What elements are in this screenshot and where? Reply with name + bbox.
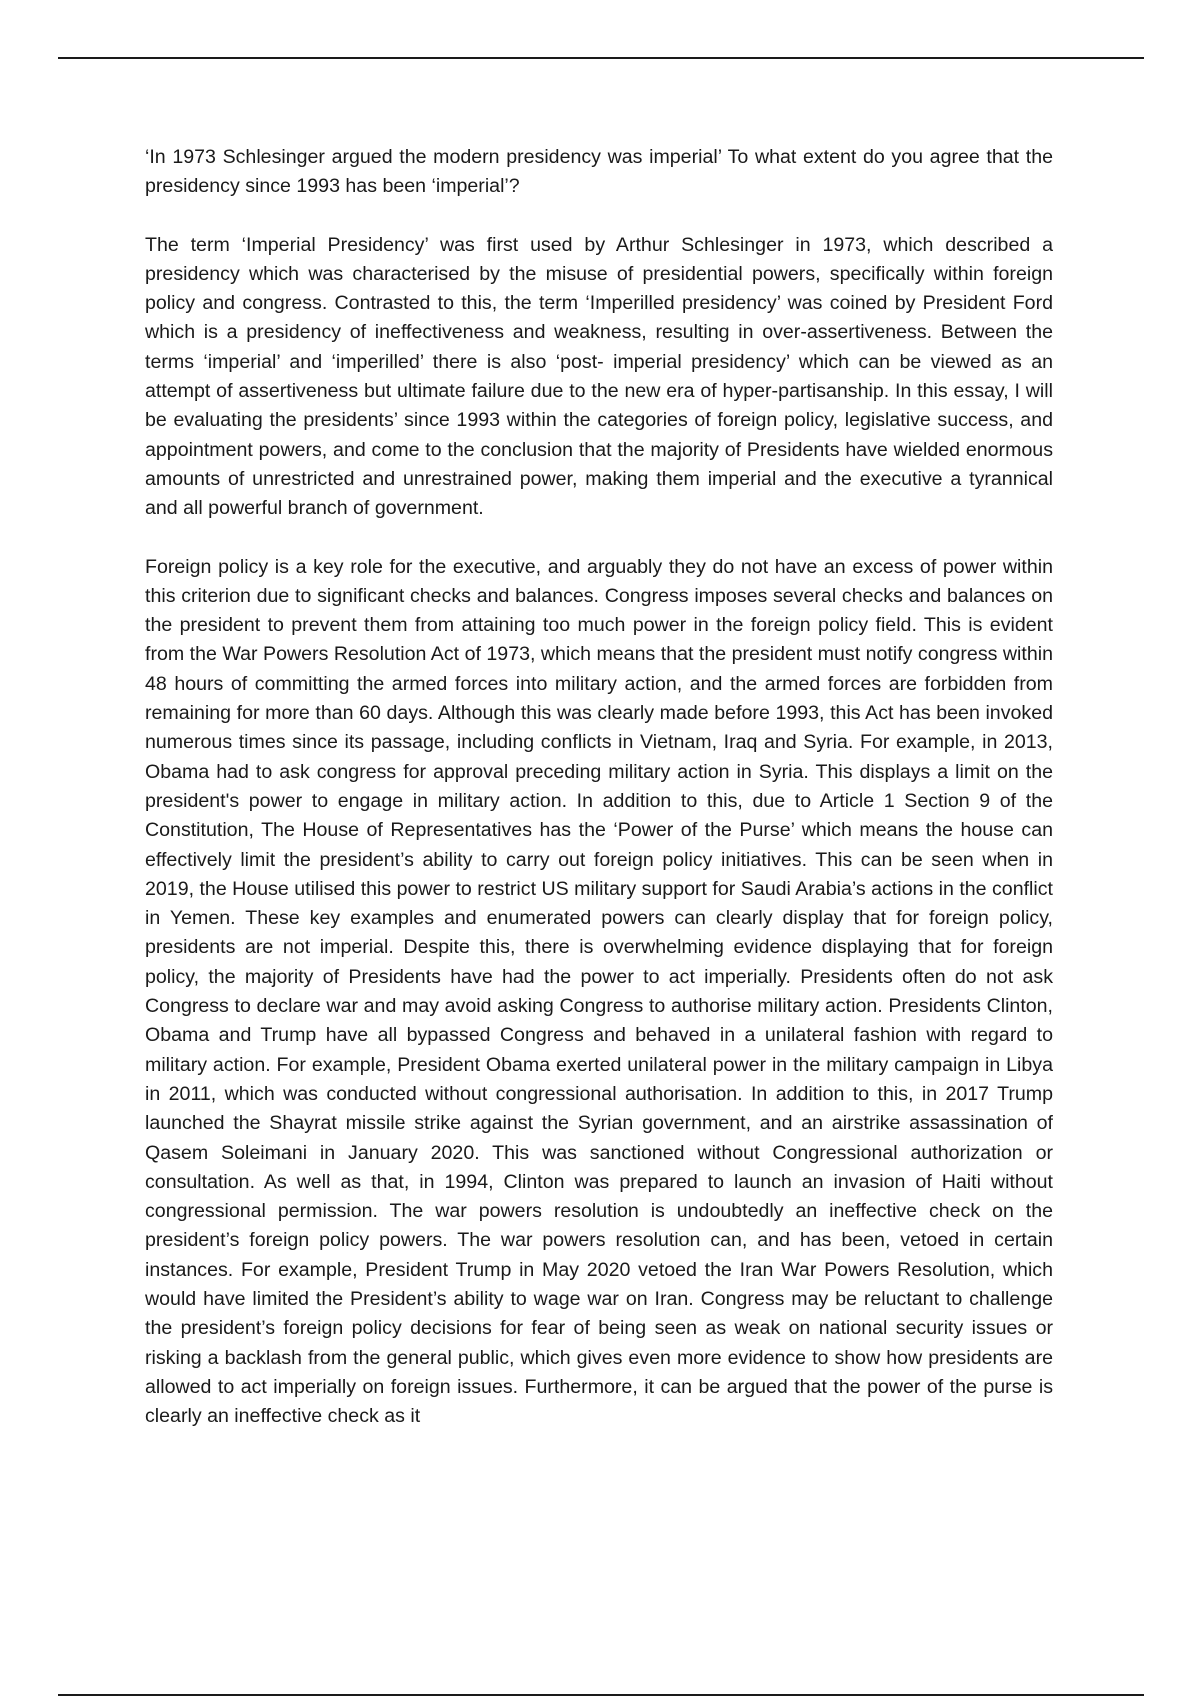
header-rule [58, 57, 1144, 59]
essay-body [145, 143, 1053, 1431]
paragraph-introduction: The term ‘Imperial Presidency’ was first used by Arthur Schlesinger in 1973, which described a presidency which was characterised by the misuse of presidential powers, specifically within foreign policy and congress. Contrasted to this, the term ‘Imperilled presidency’ was coined by President Ford which is a presidency of ineffectiveness and weakness, resulting in over-assertiveness. Between the terms ‘imperial’ and ‘imperilled’ there is also ‘post- imperial presidency’ which can be viewed as an attempt of assertiveness but ultimate failure due to the new era of hyper-partisanship. In this essay, I will be evaluating the presidents’ since 1993 within the categories of foreign policy, legislative success, and appointment powers, and come to the conclusion that the majority of Presidents have wielded enormous amounts of unrestricted and unrestrained power, making them imperial and the executive a tyrannical and all powerful branch of government. [145, 233, 1053, 520]
footer-rule [58, 1694, 1144, 1696]
paragraph-foreign-policy: Foreign policy is a key role for the executive, and arguably they do not have an excess of power within this criterion due to significant checks and balances. Congress imposes several checks and balances on the president to prevent them from attaining too much power in the foreign policy field. This is evident from the War Powers Resolution Act of 1973, which means that the president must notify congress within 48 hours of committing the armed forces into military action, and the armed forces are forbidden from remaining for more than 60 days. Although this was clearly made before 1993, this Act has been invoked numerous times since its passage, including conflicts in Vietnam, Iraq and Syria. For example, in 2013, Obama had to ask congress for approval preceding military action in Syria. This displays a limit on the president's power to engage in military action. In addition to this, due to Article 1 Section 9 of the Constitution, The House of Representatives has the ‘Power of the Purse’ which means the house can effectively limit the president’s ability to carry out foreign policy initiatives. This can be seen when in 2019, the House utilised this power to restrict US military support for Saudi Arabia’s actions in the conflict in Yemen. These key examples and enumerated powers can clearly display that for foreign policy, presidents are not imperial. Despite this, there is overwhelming evidence displaying that for foreign policy, the majority of Presidents have had the power to act imperially. Presidents often do not ask Congress to declare war and may avoid asking Congress to authorise military action. Presidents Clinton, Obama and Trump have all bypassed Congress and behaved in a unilateral fashion with regard to military action. For example, President Obama exerted unilateral power in the military campaign in Libya in 2011, which was conducted without congressional authorisation. In addition to this, in 2017 Trump launched the Shayrat missile strike against the Syrian government, and an airstrike assassination of Qasem Soleimani in January 2020. This was sanctioned without Congressional authorization or consultation. As well as that, in 1994, Clinton was prepared to launch an invasion of Haiti without congressional permission. The war powers resolution is undoubtedly an ineffective check on the president’s foreign policy powers. The war powers resolution can, and has been, vetoed in certain instances. For example, President Trump in May 2020 vetoed the Iran War Powers Resolution, which would have limited the President’s ability to wage war on Iran. Congress may be reluctant to challenge the president’s foreign policy decisions for fear of being seen as weak on national security issues or risking a backlash from the general public, which gives even more evidence to show how presidents are allowed to act imperially on foreign issues. Furthermore, it can be argued that the power of the purse is clearly an ineffective check as it [145, 555, 1053, 1428]
essay-question: ‘In 1973 Schlesinger argued the modern presidency was imperial’ To what extent do you agree that the presidency since 1993 has been ‘imperial’? [145, 146, 1053, 198]
